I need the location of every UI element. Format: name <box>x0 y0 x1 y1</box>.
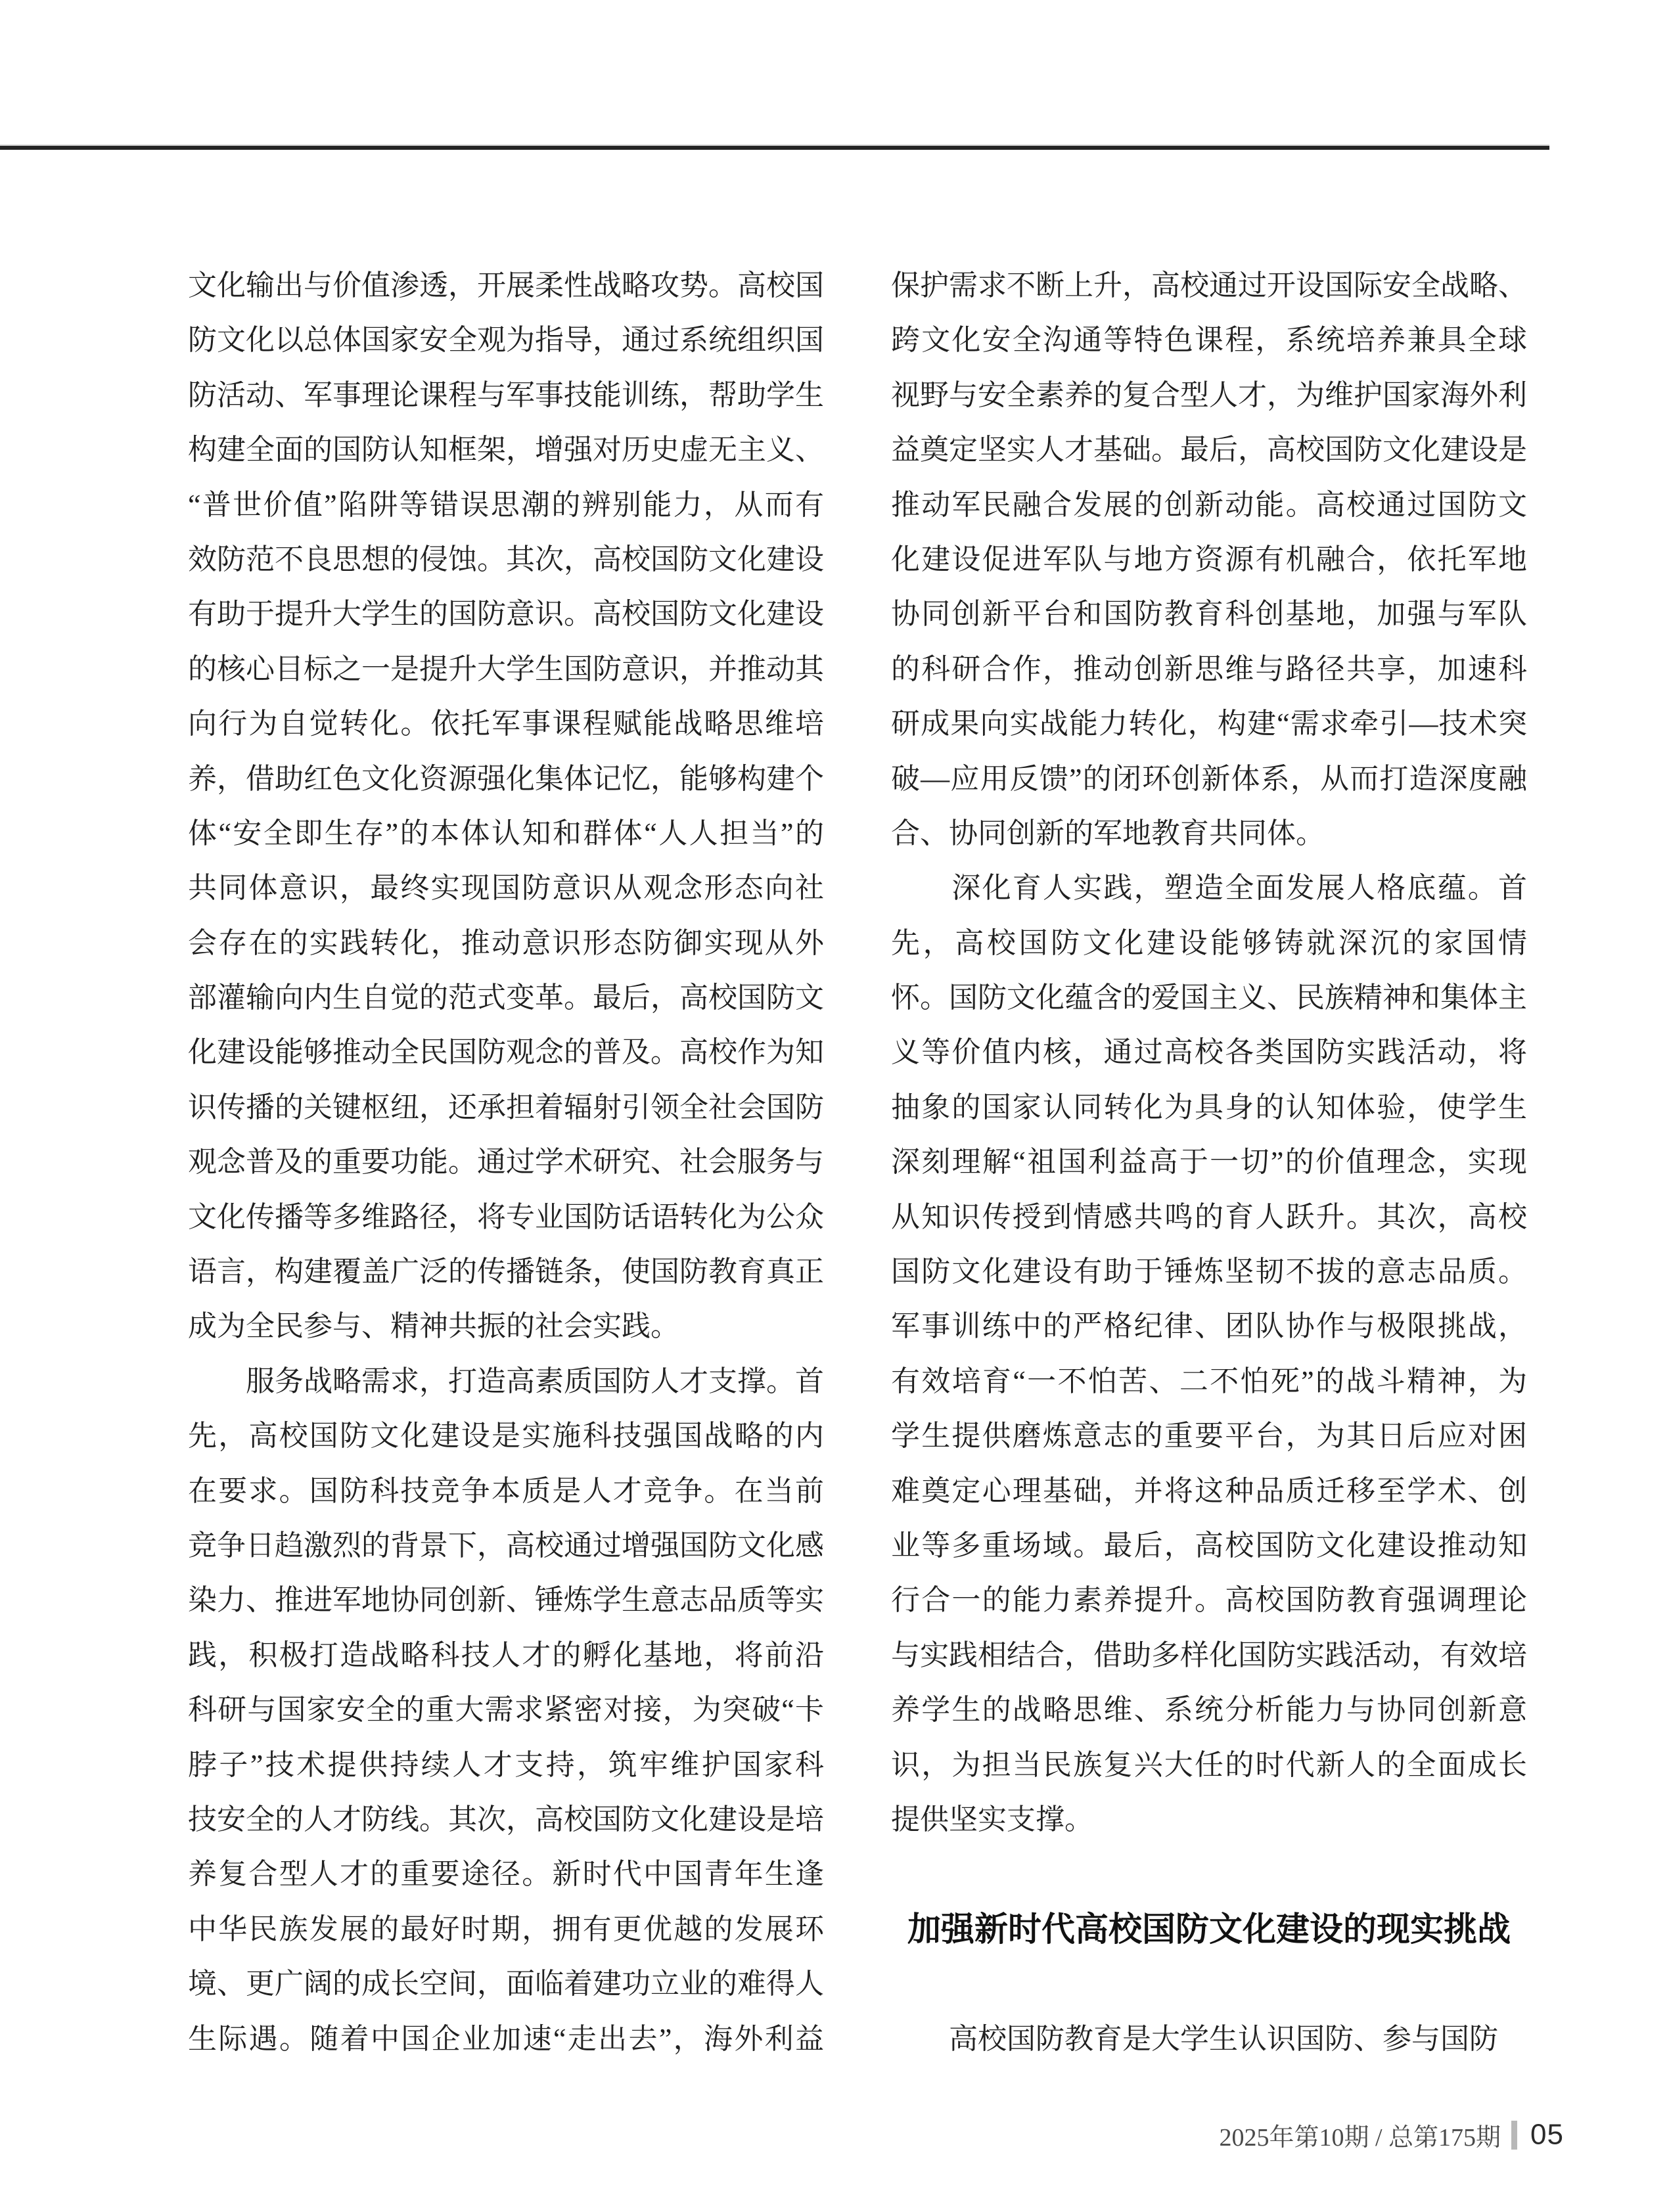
body-line: 观念普及的重要功能。通过学术研究、社会服务与 <box>188 1146 824 1179</box>
body-line: 文化输出与价值渗透，开展柔性战略攻势。高校国 <box>188 269 824 302</box>
footer-separator-bar <box>1511 2121 1517 2150</box>
footer-issue-info: 2025年第10期 / 总第175期 <box>1219 2124 1501 2152</box>
body-line: 识传播的关键枢纽，还承担着辐射引领全社会国防 <box>188 1091 824 1123</box>
body-line: 践，积极打造战略科技人才的孵化基地，将前沿 <box>188 1638 824 1671</box>
body-line: 保护需求不断上升，高校通过开设国际安全战略、 <box>891 269 1527 302</box>
body-line: 成为全民参与、精神共振的社会实践。 <box>188 1310 679 1343</box>
page-footer <box>188 2117 1564 2153</box>
body-line: 会存在的实践转化，推动意识形态防御实现从外 <box>188 926 824 959</box>
body-line: 先，高校国防文化建设是实施科技强国战略的内 <box>188 1420 824 1453</box>
body-line: 语言，构建覆盖广泛的传播链条，使国防教育真正 <box>188 1255 824 1288</box>
body-line: 学生提供磨炼意志的重要平台，为其日后应对困 <box>891 1420 1527 1453</box>
body-line: 跨文化安全沟通等特色课程，系统培养兼具全球 <box>891 324 1527 357</box>
body-line: 向行为自觉转化。依托军事课程赋能战略思维培 <box>188 708 824 740</box>
body-line: 境、更广阔的成长空间，面临着建功立业的难得人 <box>188 1968 824 2000</box>
body-line: 合、协同创新的军地教育共同体。 <box>891 817 1325 849</box>
body-line: 脖子”技术提供持续人才支持，筑牢维护国家科 <box>188 1748 824 1781</box>
paragraph <box>188 1354 824 2066</box>
body-line: 怀。国防文化蕴含的爱国主义、民族精神和集体主 <box>891 982 1527 1014</box>
body-line: 研成果向实战能力转化，构建“需求牵引—技术突 <box>891 708 1527 740</box>
body-line: 高校国防教育是大学生认识国防、参与国防 <box>891 2022 1498 2055</box>
body-line: 技安全的人才防线。其次，高校国防文化建设是培 <box>188 1803 824 1836</box>
body-line: 提供坚实支撑。 <box>891 1803 1093 1836</box>
body-line: 深化育人实践，塑造全面发展人格底蕴。首 <box>891 872 1527 905</box>
body-line: 破—应用反馈”的闭环创新体系，从而打造深度融 <box>891 762 1527 795</box>
body-line: 部灌输向内生自觉的范式变革。最后，高校国防文 <box>188 982 824 1014</box>
body-line: 协同创新平台和国防教育科创基地，加强与军队 <box>891 598 1527 631</box>
top-rule-divider <box>0 146 1549 150</box>
body-line: 行合一的能力素养提升。高校国防教育强调理论 <box>891 1584 1527 1617</box>
body-line: 染力、推进军地协同创新、锤炼学生意志品质等实 <box>188 1584 824 1617</box>
body-line: 先，高校国防文化建设能够铸就深沉的家国情 <box>891 926 1527 959</box>
body-line: 益奠定坚实人才基础。最后，高校国防文化建设是 <box>891 434 1527 466</box>
body-line: “普世价值”陷阱等错误思潮的辨别能力，从而有 <box>188 488 824 521</box>
text-column-left <box>188 258 824 2066</box>
body-line: 业等多重场域。最后，高校国防文化建设推动知 <box>891 1529 1527 1562</box>
body-line: 养，借助红色文化资源强化集体记忆，能够构建个 <box>188 762 824 795</box>
body-line: 与实践相结合，借助多样化国防实践活动，有效培 <box>891 1638 1527 1671</box>
body-line: 识，为担当民族复兴大任的时代新人的全面成长 <box>891 1748 1527 1781</box>
body-line: 体“安全即生存”的本体认知和群体“人人担当”的 <box>188 817 824 849</box>
body-line: 有助于提升大学生的国防意识。高校国防文化建设 <box>188 598 824 631</box>
body-line: 构建全面的国防认知框架，增强对历史虚无主义、 <box>188 434 824 466</box>
body-line: 竞争日趋激烈的背景下，高校通过增强国防文化感 <box>188 1529 824 1562</box>
body-line: 的核心目标之一是提升大学生国防意识，并推动其 <box>188 652 824 685</box>
body-line: 深刻理解“祖国利益高于一切”的价值理念，实现 <box>891 1146 1527 1179</box>
body-line: 化建设能够推动全民国防观念的普及。高校作为知 <box>188 1036 824 1069</box>
body-line: 在要求。国防科技竞争本质是人才竞争。在当前 <box>188 1474 824 1507</box>
body-line: 视野与安全素养的复合型人才，为维护国家海外利 <box>891 378 1527 411</box>
paragraph <box>891 2012 1527 2066</box>
section-heading: 加强新时代高校国防文化建设的现实挑战 <box>907 1910 1511 1948</box>
body-line: 共同体意识，最终实现国防意识从观念形态向社 <box>188 872 824 905</box>
body-line: 生际遇。随着中国企业加速“走出去”，海外利益 <box>188 2022 824 2055</box>
body-line: 抽象的国家认同转化为具身的认知体验，使学生 <box>891 1091 1527 1123</box>
body-line: 中华民族发展的最好时期，拥有更优越的发展环 <box>188 1912 824 1945</box>
body-line: 难奠定心理基础，并将这种品质迁移至学术、创 <box>891 1474 1527 1507</box>
body-line: 军事训练中的严格纪律、团队协作与极限挑战， <box>891 1310 1527 1343</box>
body-line: 有效培育“一不怕苦、二不怕死”的战斗精神，为 <box>891 1365 1527 1397</box>
body-line: 义等价值内核，通过高校各类国防实践活动，将 <box>891 1036 1527 1069</box>
body-line: 服务战略需求，打造高素质国防人才支撑。首 <box>188 1365 824 1397</box>
body-line: 养复合型人才的重要途径。新时代中国青年生逢 <box>188 1858 824 1891</box>
paragraph <box>891 861 1527 1847</box>
body-line: 从知识传授到情感共鸣的育人跃升。其次，高校 <box>891 1200 1527 1233</box>
body-line: 的科研合作，推动创新思维与路径共享，加速科 <box>891 652 1527 685</box>
paragraph <box>891 258 1527 861</box>
body-line: 效防范不良思想的侵蚀。其次，高校国防文化建设 <box>188 543 824 576</box>
body-line: 化建设促进军队与地方资源有机融合，依托军地 <box>891 543 1527 576</box>
body-line: 养学生的战略思维、系统分析能力与协同创新意 <box>891 1694 1527 1727</box>
footer-page-number: 05 <box>1530 2118 1564 2151</box>
body-line: 推动军民融合发展的创新动能。高校通过国防文 <box>891 488 1527 521</box>
paragraph <box>188 258 824 1354</box>
body-line: 防活动、军事理论课程与军事技能训练，帮助学生 <box>188 378 824 411</box>
text-column-right <box>891 258 1527 2066</box>
body-line: 防文化以总体国家安全观为指导，通过系统组织国 <box>188 324 824 357</box>
body-line: 科研与国家安全的重大需求紧密对接，为突破“卡 <box>188 1694 824 1727</box>
body-line: 文化传播等多维路径，将专业国防话语转化为公众 <box>188 1200 824 1233</box>
body-line: 国防文化建设有助于锤炼坚韧不拔的意志品质。 <box>891 1255 1527 1288</box>
